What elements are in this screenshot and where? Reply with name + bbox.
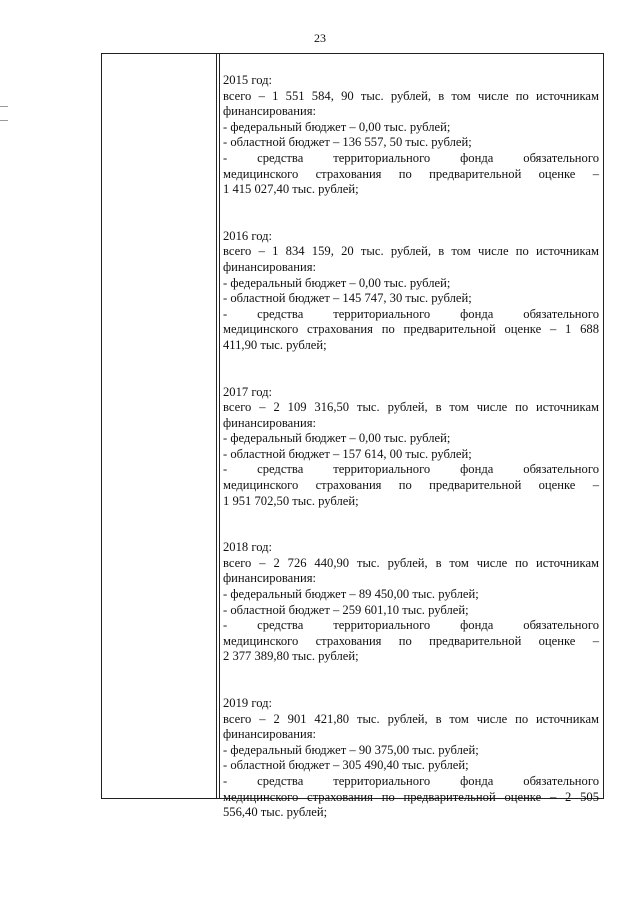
text-line: медицинского страхования по предварительной оценке – [223, 633, 599, 648]
year-block [223, 540, 599, 665]
text-line: - средства территориального фонда обязательного [223, 773, 599, 788]
text-line: финансирования: [223, 415, 317, 430]
funding-text [223, 73, 599, 852]
text-line: - областной бюджет – 305 490,40 тыс. рублей; [223, 758, 469, 773]
table-left-cell [102, 54, 217, 798]
text-line: 411,90 тыс. рублей; [223, 337, 327, 352]
text-line: - областной бюджет – 259 601,10 тыс. рублей; [223, 602, 469, 617]
year-heading: 2015 год: [223, 73, 273, 87]
text-line: - средства территориального фонда обязательного [223, 306, 599, 321]
margin-mark [0, 120, 8, 121]
year-block [223, 696, 599, 821]
year-heading: 2016 год: [223, 228, 273, 243]
year-heading: 2018 год: [223, 540, 273, 555]
text-line: финансирования: [223, 259, 317, 274]
text-line: - средства территориального фонда обязательного [223, 150, 599, 165]
year-heading: 2017 год: [223, 384, 273, 399]
text-line: - средства территориального фонда обязательного [223, 618, 599, 633]
text-line: - федеральный бюджет – 0,00 тыс. рублей; [223, 275, 451, 290]
funding-table [101, 53, 604, 820]
text-line: медицинского страхования по предварительной оценке – 2 505 [223, 789, 599, 804]
text-line: медицинского страхования по предварительной оценке – 1 688 [223, 322, 599, 337]
text-line: финансирования: [223, 571, 317, 586]
text-line: всего – 1 834 159, 20 тыс. рублей, в том числе по источникам [223, 244, 599, 259]
text-line: всего – 2 901 421,80 тыс. рублей, в том числе по источникам [223, 711, 599, 726]
table-right-cell [219, 54, 603, 820]
text-line: - средства территориального фонда обязательного [223, 462, 599, 477]
text-line: - областной бюджет – 157 614, 00 тыс. рублей; [223, 446, 472, 461]
text-line: - областной бюджет – 136 557, 50 тыс. рублей; [223, 135, 472, 150]
text-line: 2 377 389,80 тыс. рублей; [223, 649, 359, 664]
text-line: финансирования: [223, 727, 317, 742]
text-line: всего – 2 109 316,50 тыс. рублей, в том числе по источникам [223, 400, 599, 415]
year-heading: 2019 год: [223, 696, 273, 710]
text-line: 1 951 702,50 тыс. рублей; [223, 493, 359, 508]
text-line: - федеральный бюджет – 0,00 тыс. рублей; [223, 431, 451, 446]
page-number: 23 [314, 31, 326, 45]
text-line: - федеральный бюджет – 0,00 тыс. рублей; [223, 119, 451, 134]
text-line: финансирования: [223, 104, 317, 119]
year-block [223, 73, 599, 198]
year-block [223, 385, 599, 510]
text-line: всего – 1 551 584, 90 тыс. рублей, в том числе по источникам [223, 88, 599, 103]
text-line: медицинского страхования по предварительной оценке – [223, 478, 599, 493]
margin-mark [0, 106, 8, 107]
text-line: - федеральный бюджет – 90 375,00 тыс. рублей; [223, 742, 479, 757]
text-line: - областной бюджет – 145 747, 30 тыс. рублей; [223, 291, 472, 306]
text-line: - федеральный бюджет – 89 450,00 тыс. рублей; [223, 587, 479, 602]
year-block [223, 229, 599, 354]
text-line: всего – 2 726 440,90 тыс. рублей, в том числе по источникам [223, 555, 599, 570]
text-line: медицинского страхования по предварительной оценке – [223, 166, 599, 181]
text-line: 1 415 027,40 тыс. рублей; [223, 182, 359, 197]
text-line: 556,40 тыс. рублей; [223, 805, 328, 820]
